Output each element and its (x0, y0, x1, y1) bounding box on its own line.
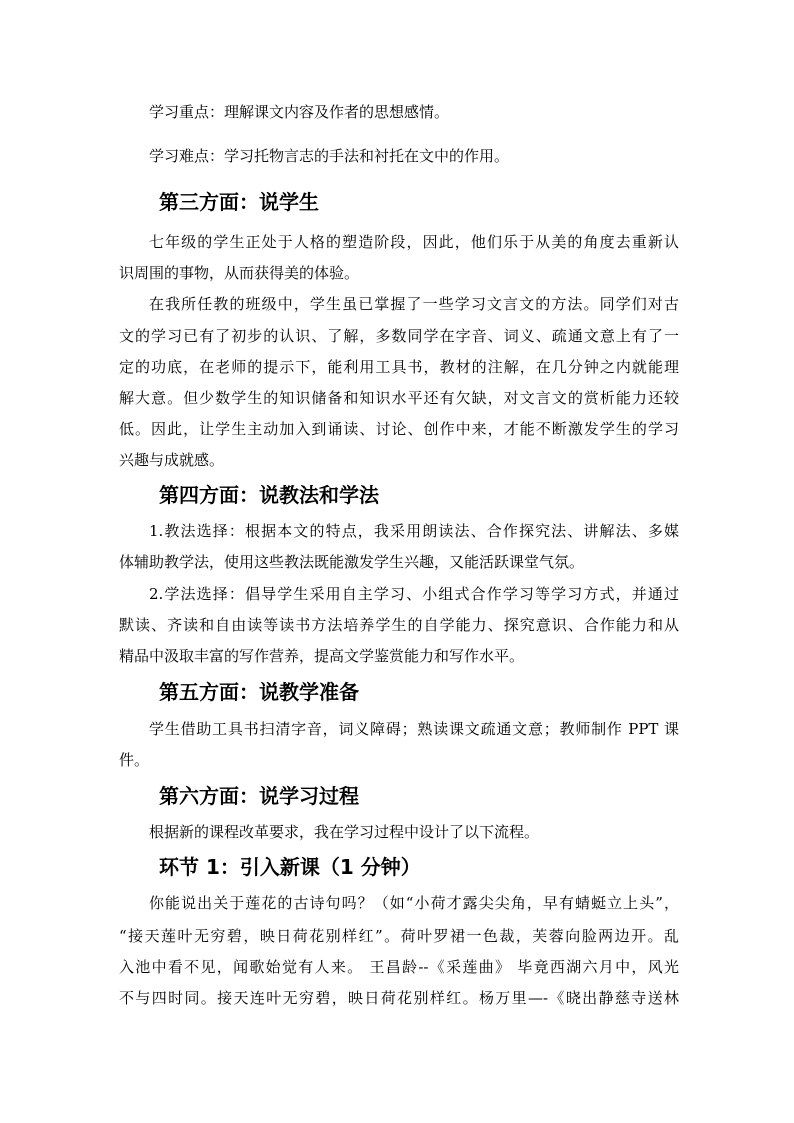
paragraph-line: 你能说出关于莲花的古诗句吗？（如“小荷才露尖尖角，早有蜻蜓立上头”， (149, 894, 679, 912)
section-heading-preparation: 第五方面：说教学准备 (159, 680, 359, 704)
paragraph-line: 默读、齐读和自由读等读书方法培养学生的自学能力、探究意识、合作能力和从 (119, 616, 679, 634)
step-heading-intro: 环节 1：引入新课（1 分钟） (159, 855, 421, 879)
paragraph-line: 1.教法选择：根据本文的特点，我采用朗读法、合作探究法、讲解法、多媒 (149, 522, 679, 540)
paragraph-line: 根据新的课程改革要求，我在学习过程中设计了以下流程。 (149, 823, 540, 841)
learning-difficulty-line: 学习难点：学习托物言志的手法和衬托在文中的作用。 (149, 147, 510, 165)
section-heading-methods: 第四方面：说教法和学法 (159, 483, 379, 507)
section-heading-process: 第六方面：说学习过程 (159, 784, 359, 808)
learning-focus-line: 学习重点：理解课文内容及作者的思想感情。 (149, 103, 450, 121)
paragraph-line: 解大意。但少数学生的知识储备和知识水平还有欠缺，对文言文的赏析能力还较 (119, 389, 679, 407)
paragraph-line: 不与四时同。接天连叶无穷碧，映日荷花别样红。杨万里—-《晓出静慈寺送林 (119, 989, 679, 1007)
paragraph-line: 在我所任教的班级中，学生虽已掌握了一些学习文言文的方法。同学们对古 (149, 295, 679, 313)
paragraph-line: 兴趣与成就感。 (119, 451, 225, 469)
paragraph-line: 识周围的事物，从而获得美的体验。 (119, 264, 360, 282)
paragraph-line: 入池中看不见，闻歌始觉有人来。 王昌龄--《采莲曲》 毕竟西湖六月中，风光 (119, 958, 679, 976)
paragraph-line: 学生借助工具书扫清字音，词义障碍；熟读课文疏通文意；教师制作 PPT 课 (149, 720, 679, 738)
paragraph-line: 件。 (119, 751, 150, 769)
paragraph-line: 定的功底，在老师的提示下，能利用工具书，教材的注解，在几分钟之内就能理 (119, 358, 679, 376)
paragraph-line: 精品中汲取丰富的写作营养，提高文学鉴赏能力和写作水平。 (119, 647, 525, 665)
paragraph-line: “接天莲叶无穷碧，映日荷花别样红”。荷叶罗裙一色裁，芙蓉向脸两边开。乱 (119, 927, 679, 945)
paragraph-line: 低。因此，让学生主动加入到诵读、讨论、创作中来，才能不断激发学生的学习 (119, 420, 679, 438)
section-heading-students: 第三方面：说学生 (159, 190, 319, 214)
paragraph-line: 体辅助教学法，使用这些教法既能激发学生兴趣，又能活跃课堂气氛。 (119, 553, 585, 571)
paragraph-line: 七年级的学生正处于人格的塑造阶段，因此，他们乐于从美的角度去重新认 (149, 233, 679, 251)
paragraph-line: 文的学习已有了初步的认识、了解，多数同学在字音、词义、疏通文意上有了一 (119, 327, 679, 345)
paragraph-line: 2.学法选择：倡导学生采用自主学习、小组式合作学习等学习方式，并通过 (149, 585, 679, 603)
